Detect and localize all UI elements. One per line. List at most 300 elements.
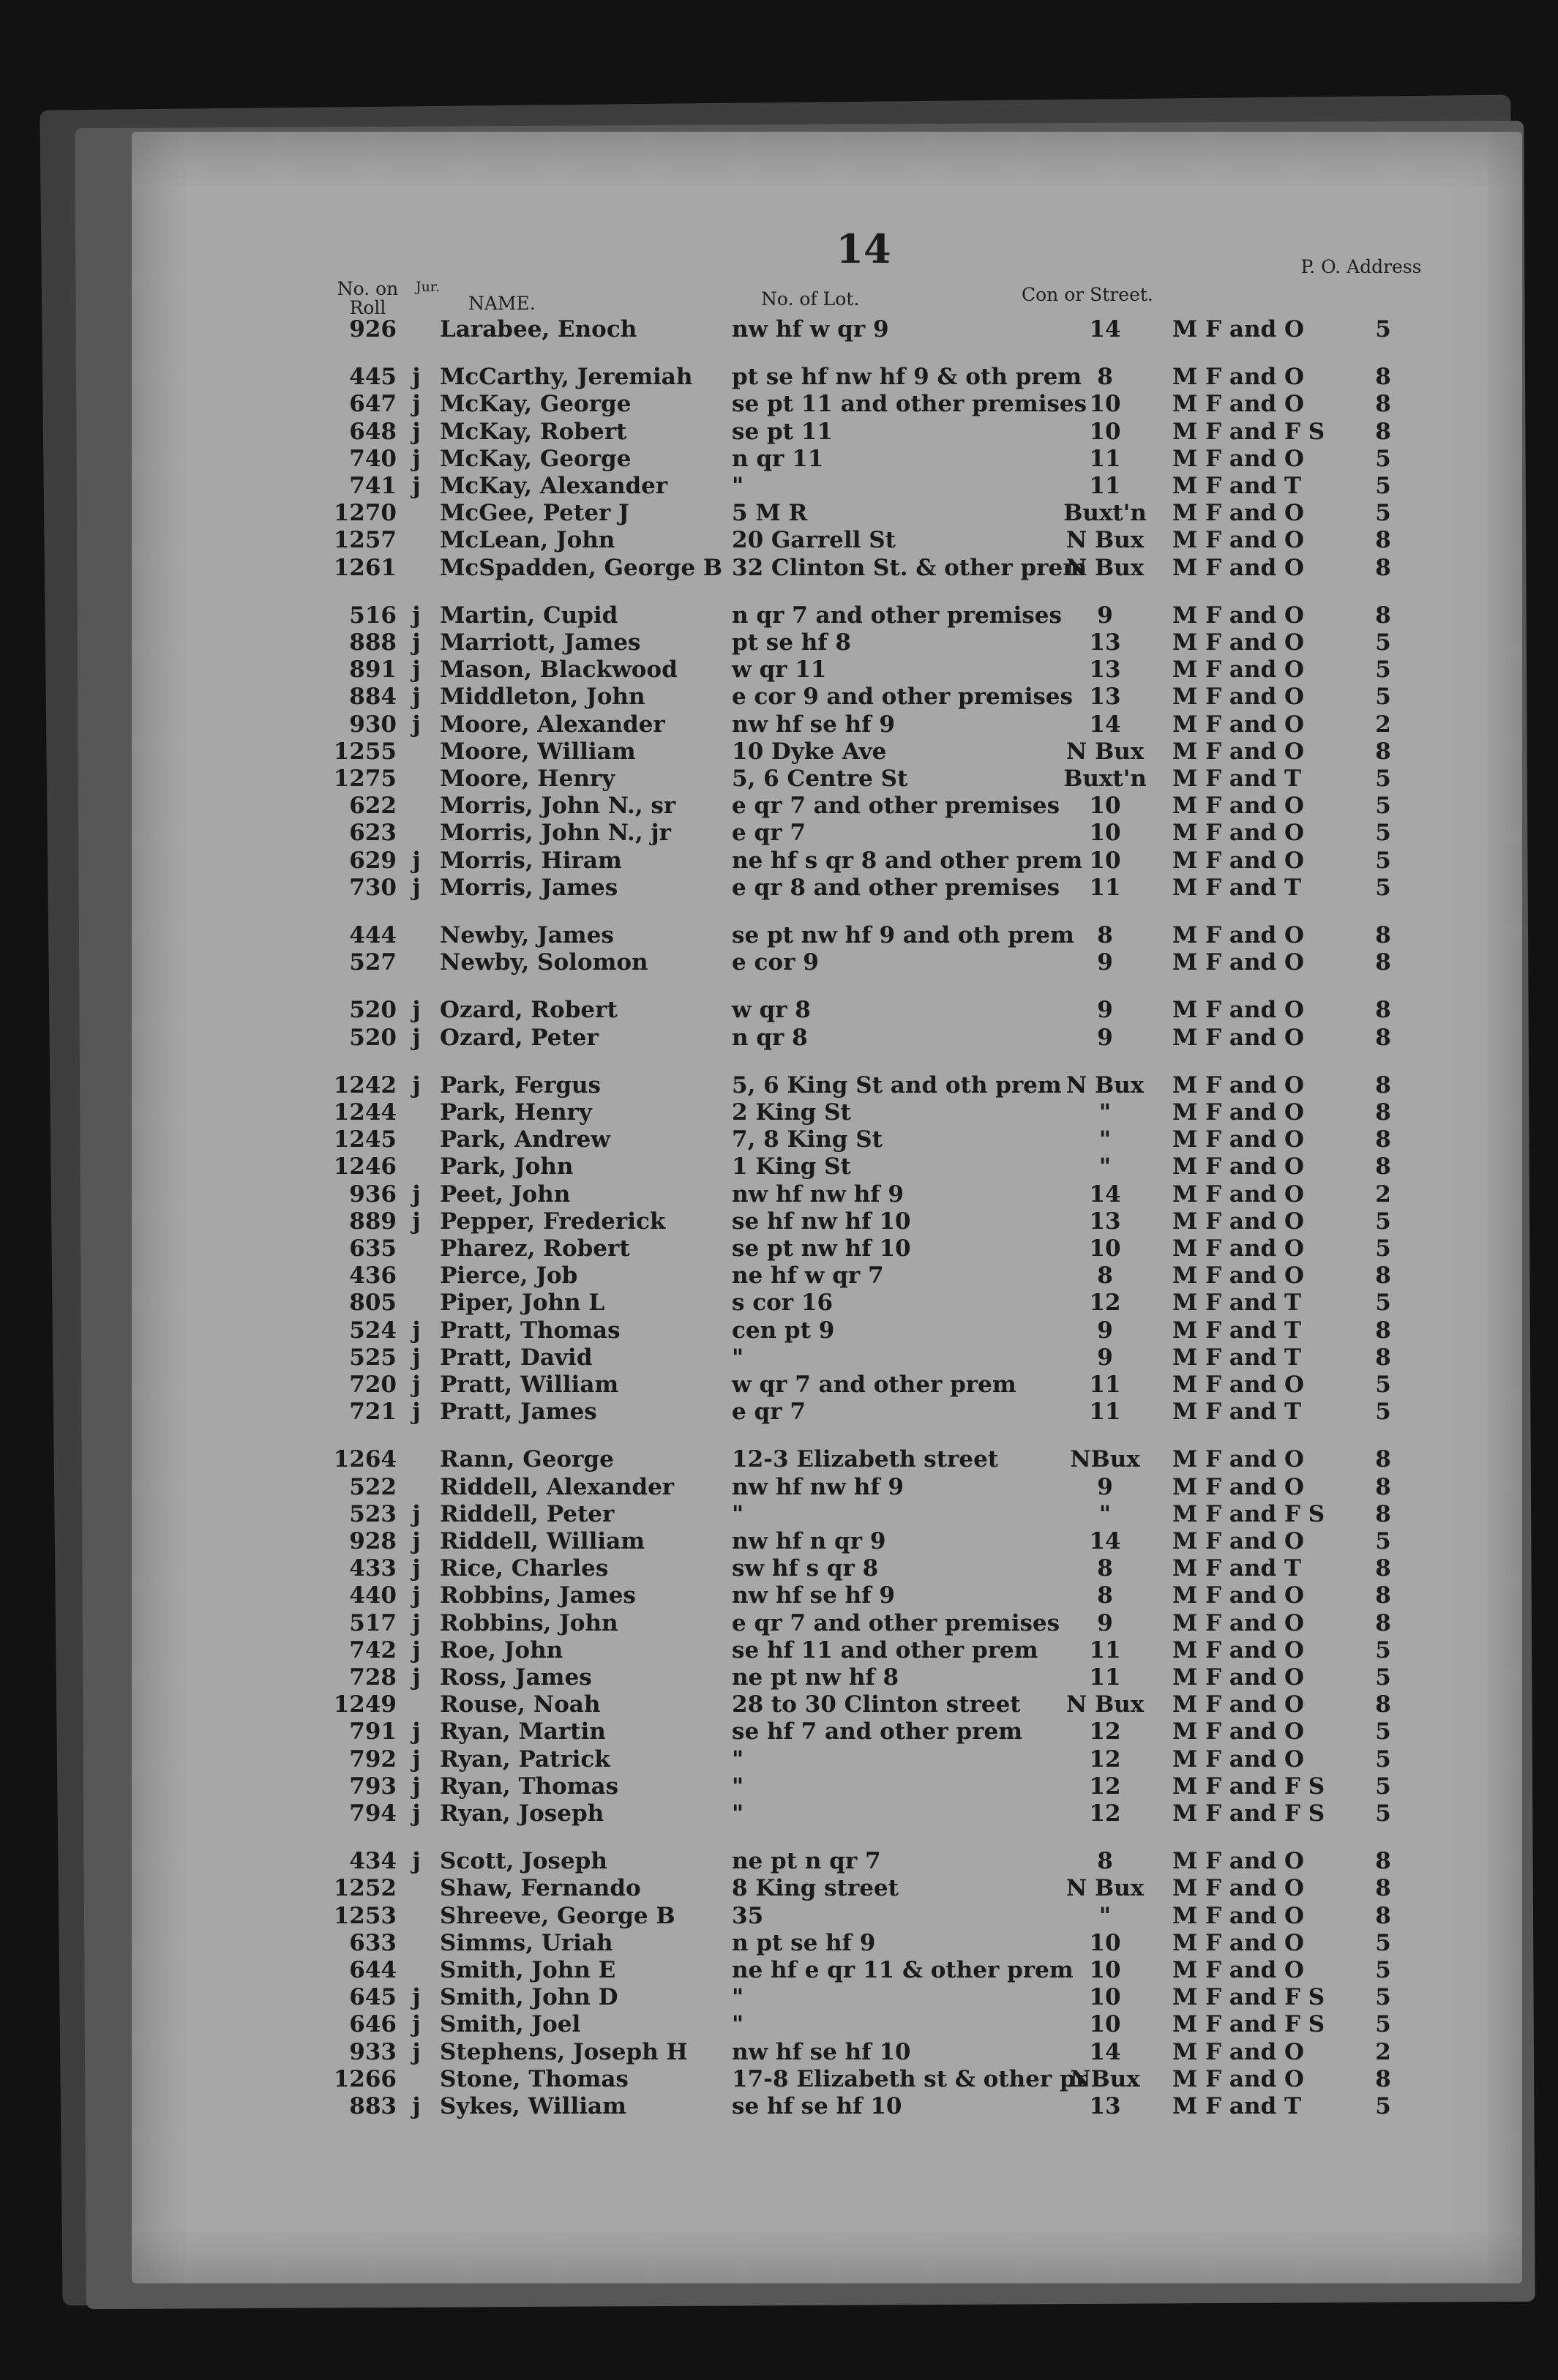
- lot-description: 7, 8 King St: [732, 1126, 883, 1153]
- roll-number: 891: [349, 656, 397, 683]
- roll-number: 926: [349, 316, 397, 343]
- jurisdiction-mark: j: [412, 391, 421, 417]
- jurisdiction-mark: j: [412, 1746, 421, 1773]
- voter-name: Pratt, Thomas: [440, 1317, 621, 1344]
- concession-street: 14: [1089, 1181, 1121, 1208]
- voter-name: McSpadden, George B: [440, 555, 723, 581]
- po-address: M F and T: [1172, 1317, 1302, 1344]
- po-address: M F and F S: [1172, 1984, 1325, 2010]
- lot-description: ": [732, 1984, 744, 2010]
- po-address: M F and O: [1172, 1691, 1305, 1718]
- voter-name: Morris, John N., sr: [440, 793, 676, 819]
- list-item: [0, 1262, 1558, 1290]
- list-item: [0, 1181, 1558, 1208]
- concession-street: 10: [1089, 1235, 1121, 1262]
- list-item: [0, 766, 1558, 793]
- lot-description: e qr 7 and other premises: [732, 793, 1060, 819]
- list-item: [0, 1126, 1558, 1153]
- lot-description: 20 Garrell St: [732, 527, 896, 553]
- lot-description: n qr 7 and other premises: [732, 602, 1062, 629]
- list-item: [0, 527, 1558, 554]
- roll-number: 520: [349, 997, 397, 1023]
- voter-name: Peet, John: [440, 1181, 571, 1208]
- list-item: [0, 1344, 1558, 1372]
- ward-number: 8: [1375, 527, 1391, 553]
- list-item: [0, 1399, 1558, 1426]
- concession-street: 11: [1089, 1399, 1121, 1425]
- po-address: M F and O: [1172, 949, 1305, 976]
- jurisdiction-mark: j: [412, 1637, 421, 1664]
- list-item: [0, 1718, 1558, 1745]
- lot-description: n pt se hf 9: [732, 1930, 876, 1956]
- concession-street: 12: [1089, 1746, 1121, 1773]
- ward-number: 8: [1375, 555, 1391, 581]
- list-item: [0, 1501, 1558, 1528]
- voter-name: Larabee, Enoch: [440, 316, 637, 343]
- voter-name: Riddell, Peter: [440, 1501, 615, 1527]
- po-address: M F and O: [1172, 602, 1305, 629]
- concession-street: 10: [1089, 419, 1121, 445]
- ward-number: 5: [1375, 820, 1391, 846]
- po-address: M F and O: [1172, 2039, 1305, 2065]
- voter-name: Smith, John D: [440, 1984, 618, 2010]
- lot-description: w qr 7 and other prem: [732, 1372, 1016, 1398]
- lot-description: ": [732, 2011, 744, 2037]
- concession-street: ": [1098, 1501, 1112, 1527]
- ward-number: 5: [1375, 1235, 1391, 1262]
- ward-number: 8: [1375, 1153, 1391, 1180]
- voter-name: Rice, Charles: [440, 1555, 609, 1582]
- jurisdiction-mark: j: [412, 1528, 421, 1554]
- lot-description: e qr 7: [732, 1399, 806, 1425]
- list-item: [0, 949, 1558, 976]
- roll-number: 1253: [333, 1903, 397, 1929]
- lot-description: ": [732, 1746, 744, 1773]
- lot-description: 5 M R: [732, 500, 808, 526]
- ward-number: 5: [1375, 1637, 1391, 1664]
- roll-number: 888: [349, 629, 397, 656]
- concession-street: ": [1098, 1099, 1112, 1126]
- concession-street: Buxt'n: [1063, 766, 1147, 792]
- ward-number: 5: [1375, 1399, 1391, 1425]
- po-address: M F and O: [1172, 1930, 1305, 1956]
- list-item: [0, 793, 1558, 820]
- roll-number: 933: [349, 2039, 397, 2065]
- ward-number: 5: [1375, 766, 1391, 792]
- jurisdiction-mark: j: [412, 1582, 421, 1609]
- list-item: [0, 1372, 1558, 1399]
- jurisdiction-mark: j: [412, 419, 421, 445]
- concession-street: 11: [1089, 1664, 1121, 1691]
- roll-number: 936: [349, 1181, 397, 1208]
- list-item: [0, 555, 1558, 582]
- jurisdiction-mark: j: [412, 684, 421, 710]
- roll-number: 646: [349, 2011, 397, 2037]
- ward-number: 5: [1375, 1957, 1391, 1983]
- ward-number: 8: [1375, 1582, 1391, 1609]
- ward-number: 5: [1375, 1208, 1391, 1235]
- roll-number: 1249: [333, 1691, 397, 1718]
- concession-street: 8: [1097, 1582, 1113, 1609]
- list-item: [0, 2066, 1558, 2093]
- voter-name: Park, Andrew: [440, 1126, 610, 1153]
- po-address: M F and O: [1172, 1875, 1305, 1901]
- roll-number: 647: [349, 391, 397, 417]
- lot-description: ": [732, 1800, 744, 1827]
- lot-description: ": [732, 473, 744, 499]
- lot-description: s cor 16: [732, 1290, 834, 1316]
- po-address: M F and T: [1172, 766, 1302, 792]
- jurisdiction-mark: j: [412, 602, 421, 629]
- voter-name: Ross, James: [440, 1664, 592, 1691]
- lot-description: w qr 8: [732, 997, 811, 1023]
- ward-number: 5: [1375, 500, 1391, 526]
- ward-number: 5: [1375, 2093, 1391, 2119]
- voter-name: Simms, Uriah: [440, 1930, 613, 1956]
- po-address: M F and O: [1172, 684, 1305, 710]
- ward-number: 5: [1375, 1528, 1391, 1554]
- po-address: M F and O: [1172, 391, 1305, 417]
- roll-number: 622: [349, 793, 397, 819]
- ward-number: 8: [1375, 1344, 1391, 1371]
- concession-street: 12: [1089, 1290, 1121, 1316]
- ward-number: 5: [1375, 629, 1391, 656]
- roll-number: 633: [349, 1930, 397, 1956]
- concession-street: 10: [1089, 847, 1121, 874]
- voter-name: Middleton, John: [440, 684, 645, 710]
- concession-street: 8: [1097, 364, 1113, 390]
- po-address: M F and F S: [1172, 2011, 1325, 2037]
- list-item: [0, 2093, 1558, 2120]
- concession-street: 14: [1089, 2039, 1121, 2065]
- voter-name: Smith, Joel: [440, 2011, 581, 2037]
- po-address: M F and T: [1172, 1399, 1302, 1425]
- voter-name: Pierce, Job: [440, 1262, 578, 1289]
- po-address: M F and O: [1172, 1181, 1305, 1208]
- list-item: [0, 1099, 1558, 1126]
- ward-number: 5: [1375, 2011, 1391, 2037]
- lot-description: 12-3 Elizabeth street: [732, 1446, 999, 1472]
- concession-street: 14: [1089, 316, 1121, 343]
- voter-name: Smith, John E: [440, 1957, 616, 1983]
- ward-number: 8: [1375, 1501, 1391, 1527]
- concession-street: 12: [1089, 1718, 1121, 1745]
- voter-name: Riddell, William: [440, 1528, 645, 1554]
- concession-street: N Bux: [1065, 738, 1145, 765]
- concession-street: 11: [1089, 446, 1121, 472]
- ward-number: 8: [1375, 364, 1391, 390]
- lot-description: nw hf se hf 9: [732, 711, 895, 738]
- roll-number: 730: [349, 875, 397, 901]
- po-address: M F and O: [1172, 1126, 1305, 1153]
- concession-street: 10: [1089, 1930, 1121, 1956]
- list-item: [0, 364, 1558, 391]
- po-address: M F and O: [1172, 1025, 1305, 1051]
- voter-name: Roe, John: [440, 1637, 563, 1664]
- list-item: [0, 820, 1558, 847]
- roll-number: 884: [349, 684, 397, 710]
- roll-number: 1252: [333, 1875, 397, 1901]
- lot-description: w qr 11: [732, 656, 827, 683]
- lot-description: ne hf w qr 7: [732, 1262, 884, 1289]
- ward-number: 8: [1375, 1446, 1391, 1472]
- jurisdiction-mark: j: [412, 1372, 421, 1398]
- ward-number: 8: [1375, 1072, 1391, 1099]
- list-item: [0, 1235, 1558, 1262]
- ward-number: 8: [1375, 1610, 1391, 1636]
- ward-number: 8: [1375, 602, 1391, 629]
- po-address: M F and O: [1172, 922, 1305, 948]
- po-address: M F and O: [1172, 1235, 1305, 1262]
- jurisdiction-mark: j: [412, 2039, 421, 2065]
- roll-number: 522: [349, 1474, 397, 1500]
- ward-number: 8: [1375, 1262, 1391, 1289]
- list-item: [0, 997, 1558, 1024]
- lot-description: 8 King street: [732, 1875, 899, 1901]
- list-item: [0, 875, 1558, 902]
- roll-number: 623: [349, 820, 397, 846]
- ward-number: 5: [1375, 684, 1391, 710]
- roll-number: 1266: [333, 2066, 397, 2092]
- jurisdiction-mark: j: [412, 629, 421, 656]
- voter-name: McLean, John: [440, 527, 615, 553]
- jurisdiction-mark: j: [412, 1610, 421, 1636]
- po-address: M F and O: [1172, 527, 1305, 553]
- jurisdiction-mark: j: [412, 1664, 421, 1691]
- po-address: M F and O: [1172, 1528, 1305, 1554]
- concession-street: 13: [1089, 684, 1121, 710]
- roll-number: 741: [349, 473, 397, 499]
- header-po-address: P. O. Address: [1300, 256, 1422, 277]
- list-item: [0, 1610, 1558, 1637]
- ward-number: 5: [1375, 1800, 1391, 1827]
- lot-description: e qr 8 and other premises: [732, 875, 1060, 901]
- concession-street: 10: [1089, 1957, 1121, 1983]
- lot-description: 5, 6 Centre St: [732, 766, 908, 792]
- lot-description: pt se hf nw hf 9 & oth prem: [732, 364, 1082, 390]
- concession-street: 9: [1097, 1610, 1113, 1636]
- voter-name: Ryan, Joseph: [440, 1800, 604, 1827]
- list-item: [0, 1848, 1558, 1875]
- list-item: [0, 1773, 1558, 1800]
- list-item: [0, 1555, 1558, 1582]
- jurisdiction-mark: j: [412, 1773, 421, 1800]
- concession-street: 9: [1097, 1474, 1113, 1500]
- ward-number: 5: [1375, 1718, 1391, 1745]
- list-item: [0, 446, 1558, 473]
- concession-street: 8: [1097, 1262, 1113, 1289]
- voter-name: Mason, Blackwood: [440, 656, 678, 683]
- header-jurisdiction: Jur.: [416, 279, 440, 295]
- voter-name: McKay, Alexander: [440, 473, 668, 499]
- concession-street: 11: [1089, 1372, 1121, 1398]
- lot-description: se hf 7 and other prem: [732, 1718, 1023, 1745]
- ward-number: 8: [1375, 2066, 1391, 2092]
- ward-number: 8: [1375, 391, 1391, 417]
- roll-number: 645: [349, 1984, 397, 2010]
- roll-number: 883: [349, 2093, 397, 2119]
- roll-number: 1275: [333, 766, 397, 792]
- header-concession: Con or Street.: [1022, 284, 1153, 305]
- concession-street: 9: [1097, 602, 1113, 629]
- list-item: [0, 1528, 1558, 1555]
- po-address: M F and O: [1172, 1262, 1305, 1289]
- po-address: M F and O: [1172, 738, 1305, 765]
- lot-description: se hf nw hf 10: [732, 1208, 911, 1235]
- concession-street: ": [1098, 1126, 1112, 1153]
- po-address: M F and O: [1172, 1903, 1305, 1929]
- voter-name: Moore, Alexander: [440, 711, 665, 738]
- lot-description: ": [732, 1501, 744, 1527]
- list-item: [0, 847, 1558, 875]
- concession-street: 10: [1089, 820, 1121, 846]
- voter-name: Pratt, William: [440, 1372, 619, 1398]
- roll-number: 523: [349, 1501, 397, 1527]
- concession-street: 14: [1089, 1528, 1121, 1554]
- list-item: [0, 419, 1558, 446]
- list-item: [0, 1691, 1558, 1718]
- roll-number: 440: [349, 1582, 397, 1609]
- list-item: [0, 1582, 1558, 1609]
- po-address: M F and F S: [1172, 1800, 1325, 1827]
- voter-name: Ryan, Thomas: [440, 1773, 619, 1800]
- roll-number: 525: [349, 1344, 397, 1371]
- jurisdiction-mark: j: [412, 1072, 421, 1099]
- concession-street: 14: [1089, 711, 1121, 738]
- concession-street: 12: [1089, 1773, 1121, 1800]
- concession-street: 11: [1089, 1637, 1121, 1664]
- header-name: NAME.: [468, 293, 536, 314]
- lot-description: 10 Dyke Ave: [732, 738, 887, 765]
- jurisdiction-mark: j: [412, 711, 421, 738]
- concession-street: 8: [1097, 1555, 1113, 1582]
- jurisdiction-mark: j: [412, 1344, 421, 1371]
- list-item: [0, 500, 1558, 527]
- voter-name: Pratt, James: [440, 1399, 597, 1425]
- ward-number: 5: [1375, 793, 1391, 819]
- list-item: [0, 1664, 1558, 1691]
- roll-number: 524: [349, 1317, 397, 1344]
- jurisdiction-mark: j: [412, 656, 421, 683]
- list-item: [0, 1208, 1558, 1235]
- po-address: M F and F S: [1172, 1773, 1325, 1800]
- po-address: M F and O: [1172, 997, 1305, 1023]
- list-item: [0, 602, 1558, 629]
- lot-description: e qr 7 and other premises: [732, 1610, 1060, 1636]
- ward-number: 8: [1375, 1903, 1391, 1929]
- roll-number: 728: [349, 1664, 397, 1691]
- po-address: M F and O: [1172, 629, 1305, 656]
- list-item: [0, 1025, 1558, 1052]
- concession-street: 9: [1097, 997, 1113, 1023]
- concession-street: 8: [1097, 1848, 1113, 1874]
- roll-number: 1257: [333, 527, 397, 553]
- jurisdiction-mark: j: [412, 2011, 421, 2037]
- voter-name: Moore, William: [440, 738, 636, 765]
- voter-name: Robbins, James: [440, 1582, 636, 1609]
- concession-street: 9: [1097, 949, 1113, 976]
- roll-number: 444: [349, 922, 397, 948]
- list-item: [0, 1903, 1558, 1930]
- voter-name: Scott, Joseph: [440, 1848, 607, 1874]
- lot-description: se pt 11 and other premises: [732, 391, 1087, 417]
- list-item: [0, 1875, 1558, 1902]
- list-item: [0, 391, 1558, 418]
- ward-number: 8: [1375, 1555, 1391, 1582]
- jurisdiction-mark: j: [412, 1181, 421, 1208]
- voter-name: Sykes, William: [440, 2093, 626, 2119]
- voter-name: Moore, Henry: [440, 766, 615, 792]
- ward-number: 5: [1375, 446, 1391, 472]
- roll-number: 792: [349, 1746, 397, 1773]
- lot-description: nw hf n qr 9: [732, 1528, 886, 1554]
- roll-number: 436: [349, 1262, 397, 1289]
- ward-number: 8: [1375, 1317, 1391, 1344]
- lot-description: se pt nw hf 10: [732, 1235, 911, 1262]
- lot-description: ": [732, 1773, 744, 1800]
- roll-number: 520: [349, 1025, 397, 1051]
- ward-number: 5: [1375, 316, 1391, 343]
- ward-number: 5: [1375, 1746, 1391, 1773]
- roll-number: 889: [349, 1208, 397, 1235]
- po-address: M F and T: [1172, 1290, 1302, 1316]
- jurisdiction-mark: j: [412, 1399, 421, 1425]
- list-item: [0, 1474, 1558, 1501]
- ward-number: 8: [1375, 1848, 1391, 1874]
- list-item: [0, 1072, 1558, 1099]
- roll-number: 1246: [333, 1153, 397, 1180]
- jurisdiction-mark: j: [412, 1848, 421, 1874]
- jurisdiction-mark: j: [412, 446, 421, 472]
- concession-street: 8: [1097, 922, 1113, 948]
- jurisdiction-mark: j: [412, 2093, 421, 2119]
- lot-description: 1 King St: [732, 1153, 851, 1180]
- jurisdiction-mark: j: [412, 1984, 421, 2010]
- ward-number: 5: [1375, 1372, 1391, 1398]
- po-address: M F and T: [1172, 875, 1302, 901]
- lot-description: ne pt nw hf 8: [732, 1664, 899, 1691]
- lot-description: cen pt 9: [732, 1317, 835, 1344]
- roll-number: 635: [349, 1235, 397, 1262]
- concession-street: 10: [1089, 793, 1121, 819]
- roll-number: 793: [349, 1773, 397, 1800]
- po-address: M F and O: [1172, 555, 1305, 581]
- roll-number: 805: [349, 1290, 397, 1316]
- voter-name: Stone, Thomas: [440, 2066, 629, 2092]
- voter-name: McKay, Robert: [440, 419, 627, 445]
- concession-street: 10: [1089, 1984, 1121, 2010]
- ward-number: 8: [1375, 949, 1391, 976]
- voter-name: Newby, James: [440, 922, 614, 948]
- po-address: M F and O: [1172, 1446, 1305, 1472]
- lot-description: 2 King St: [732, 1099, 851, 1126]
- list-item: [0, 1800, 1558, 1827]
- voter-name: Pepper, Frederick: [440, 1208, 666, 1235]
- lot-description: ": [732, 1344, 744, 1371]
- list-item: [0, 1317, 1558, 1344]
- list-item: [0, 1153, 1558, 1180]
- lot-description: se pt 11: [732, 419, 833, 445]
- ward-number: 5: [1375, 473, 1391, 499]
- po-address: M F and O: [1172, 793, 1305, 819]
- list-item: [0, 711, 1558, 738]
- roll-number: 794: [349, 1800, 397, 1827]
- po-address: M F and O: [1172, 1848, 1305, 1874]
- ward-number: 2: [1375, 2039, 1391, 2065]
- voter-name: McKay, George: [440, 446, 632, 472]
- list-item: [0, 1930, 1558, 1957]
- list-item: [0, 738, 1558, 766]
